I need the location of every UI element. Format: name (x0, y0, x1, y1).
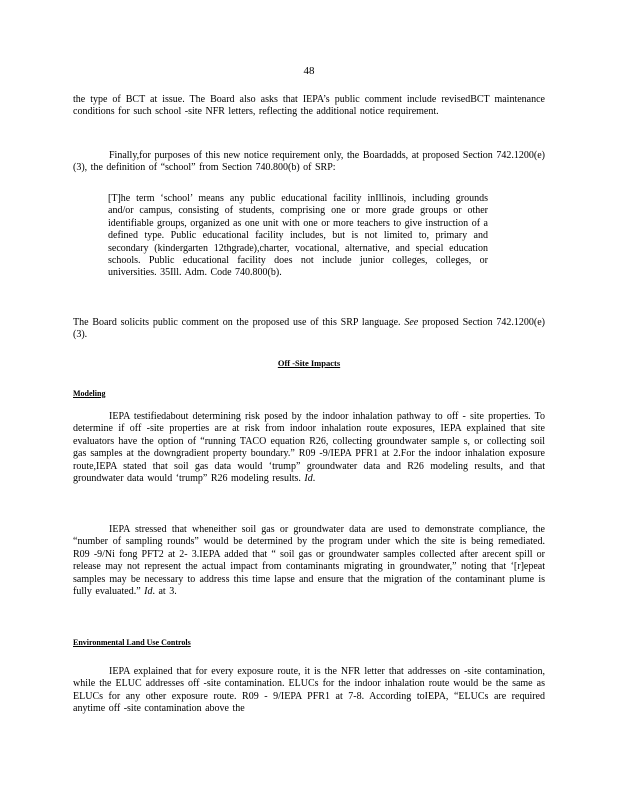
id-citation: Id (144, 586, 153, 598)
paragraph-iepa-stressed (73, 524, 545, 598)
subheading-environmental-land-use-controls: Environmental Land Use Controls (73, 638, 191, 647)
stressed-tail: . at 3. (152, 586, 177, 598)
solicit-text: The Board solicits public comment on the proposed use of this SRP language. (73, 317, 401, 328)
school-definition-quote: [T]he term ‘school’ means any public educational facility inIllinois, including grounds and/or campus, consisting of students, comprising one or more grade groups or other identifiable groups, organized as one unit with one or more teachers to give instruction of a defined type. Public educational facility includes, but is not limited to, primary and secondary (kindergarten 12thgrade),charter, vocational, alternative, and special education schools. Public educational facility does not include junior colleges, colleges, or universities. 35Ill. Adm. Code 740.800(b). (108, 193, 488, 279)
paragraph-finally: Finally,for purposes of this new notice requirement only, the Boardadds, at proposed Section 742.1200(e)(3), the definition of “school” from Section 740.800(b) of SRP: (73, 150, 545, 174)
page-number: 48 (303, 65, 315, 77)
paragraph-iepa-testified (73, 411, 545, 485)
paragraph-continuation: the type of BCT at issue. The Board also asks that IEPA’s public comment include revisedBCT maintenance conditions for such school -site NFR letters, reflecting the additional notice requirement. (73, 94, 545, 118)
see-signal: See (404, 317, 419, 328)
paragraph-solicit-comment (73, 317, 545, 342)
paragraph-iepa-explained: IEPA explained that for every exposure route, it is the NFR letter that addresses on -site contamination, while the ELUC addresses off -site contamination. ELUCs for the indoor inhalation route would be the same as ELUCs for any other exposure route. R09 - 9/IEPA PFR1 at 7-8. According toIEPA, “ELUCs are required anytime off -site contamination above the (73, 666, 545, 715)
testified-tail: . (312, 473, 316, 485)
section-heading-off-site-impacts (0, 358, 618, 368)
testified-text: IEPA testifiedabout determining risk posed by the indoor inhalation pathway to off - site properties. To determine if off -site properties are at risk from indoor inhalation route exposures, IEPA explained that site evaluators have the option of “running TACO equation R26, collecting groundwater sample s, or collecting soil gas samples at the downgradient property boundary.” R09 -9/IEPA PFR1 at 2.For the indoor inhalation exposure route,IEPA stated that soil gas data would ‘trump” groundwater data and R26 modeling results, and that groundwater data would ‘trump” R26 modeling results. (73, 411, 545, 485)
subheading-modeling: Modeling (73, 389, 106, 398)
solicit-citation: proposed Section 742.1200(e)(3). (73, 317, 546, 341)
id-citation: Id (304, 473, 313, 485)
section-heading-text: Off -Site Impacts (277, 358, 341, 368)
stressed-text: IEPA stressed that wheneither soil gas or groundwater data are used to demonstrate compliance, the “number of sampling rounds” would be determined by the program under which the site is being remediated. R09 -9/Ni fong PFT2 at 2- 3.IEPA added that “ soil gas or groundwater samples collected after arecent spill or release may not represent the actual impact from contaminants migrating in groundwater,” noting that ‘[r]epeat samples may be necessary to address this time lapse and ensure that the migration of the contaminant plume is fully evaluated.” (73, 524, 545, 598)
